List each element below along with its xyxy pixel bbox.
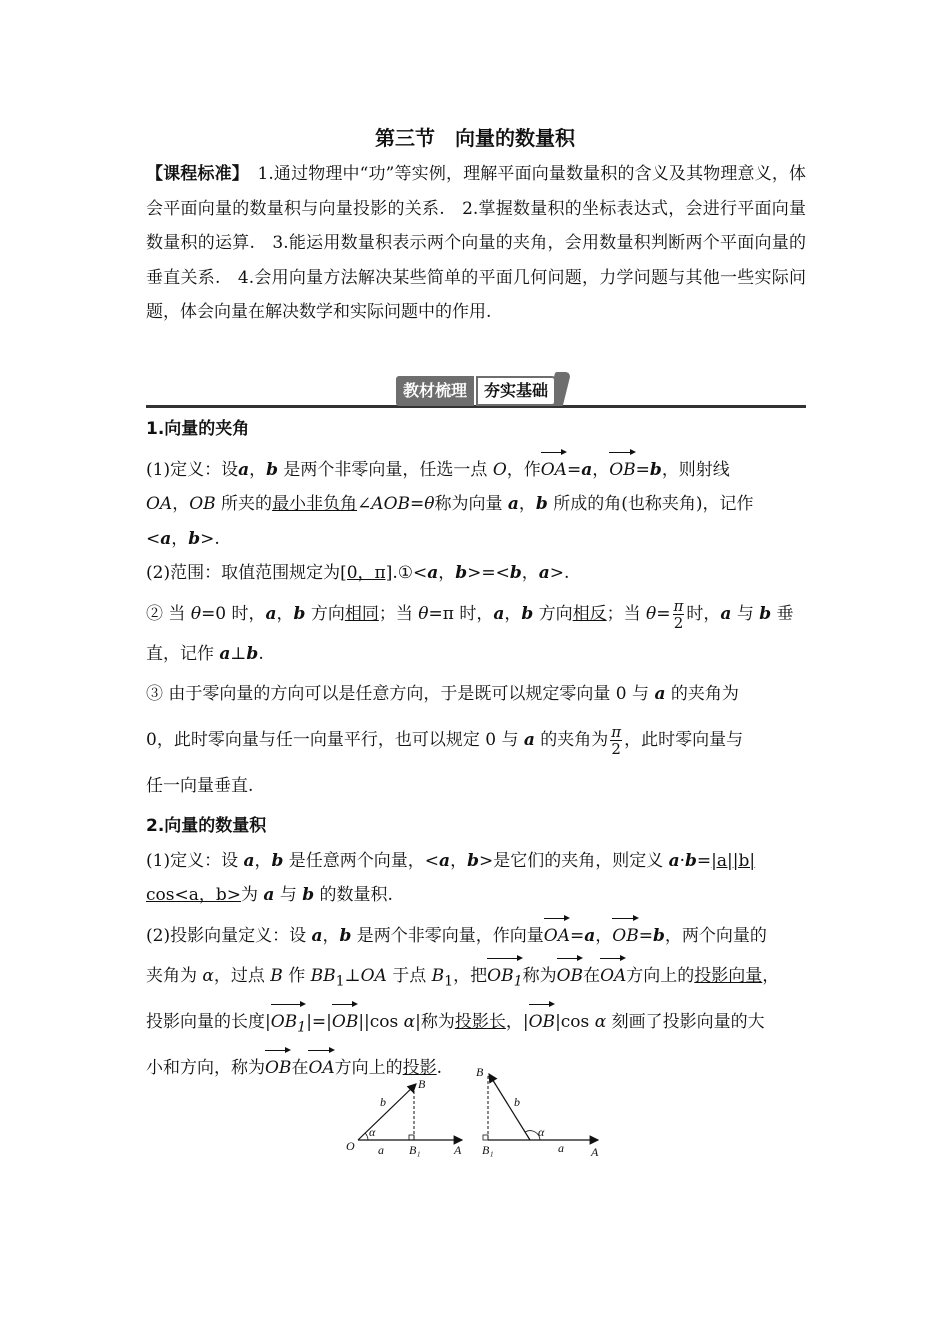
- main-content: [146, 412, 806, 1085]
- label-B-right: B: [476, 1065, 484, 1079]
- vector-OB1: $OB_1$: [487, 953, 522, 999]
- same-direction: 相同: [344, 603, 379, 624]
- section1-item3: ③ 由于零向量的方向可以是任意方向，于是既可以规定零向量 0 与 a 的夹角为 0，此时零向量与任一向量平行，也可以规定 0 与 a 的夹角为 $\frac{\pi}{2}$ ，此时零向量与 任一向量垂直.: [146, 684, 744, 796]
- abs-b: |b|: [732, 850, 756, 871]
- section1-range: (2)范围：取值范围规定为[0，π].①<a，b>=<b，a>.: [146, 563, 570, 583]
- course-standard-tag: 【课程标准】: [146, 164, 241, 184]
- section2-projection: (2)投影向量定义：设 a，b 是两个非零向量，作向量OA=a，OB=b，两个向量的 夹角为 α，过点 B 作 $BB_1\perp OA$ 于点 $B_1$，把$OB_1$称为OB在OA方向上的投影向量， 投影向量的长度$|OB_1|=|OB||\cos$ α|称为投影长，|OB|cos α 刻画了投影向量的大 小和方向，称为OB在OA方向上的投影.: [146, 913, 806, 1086]
- figure-right: [476, 1065, 599, 1159]
- section-band: [146, 370, 806, 410]
- range-value: [0，π]: [340, 563, 393, 583]
- vector-OB: OB: [609, 447, 635, 488]
- label-B: B: [418, 1077, 426, 1091]
- cos-ab: cos<a，b>: [146, 885, 241, 905]
- label-b: b: [380, 1095, 386, 1109]
- section1-item2: ② 当 θ=0 时，a，b 方向相同；当 θ=π 时，a，b 方向相反；当 θ= $\frac{\pi}{2}$ 时，a 与 b 垂: [146, 596, 794, 632]
- projection-term: 投影: [402, 1057, 437, 1078]
- band-label-left: 教材梳理: [396, 376, 474, 406]
- label-a: a: [378, 1143, 384, 1157]
- label-O: O: [346, 1139, 355, 1153]
- label-alpha-right: α: [538, 1125, 545, 1139]
- figure-left: [346, 1077, 462, 1157]
- label-alpha: α: [369, 1125, 376, 1139]
- projection-figure: [330, 1057, 620, 1170]
- underline-min-angle: 最小非负角: [272, 494, 358, 514]
- label-A: A: [454, 1143, 462, 1157]
- label-B1: B₁: [409, 1143, 421, 1157]
- course-standard-text: 1.通过物理中“功”等实例，理解平面向量数量积的含义及其物理意义，体会平面向量的数量积与向量投影的关系. 2.掌握数量积的坐标表达式，会进行平面向量数量积的运算. 3.能运用数量积表示两个向量的夹角，会用数量积判断两个平面向量的垂直关系. 4.会用向量方法解决某些简单的平面几何问题，力学问题与其他一些实际问题，体会向量在解决数学和实际问题中的作用.: [146, 164, 806, 322]
- section2-heading: 2.向量的数量积: [146, 816, 267, 836]
- label-b-right: b: [514, 1095, 520, 1109]
- label-A-right: A: [591, 1145, 599, 1159]
- fraction-pi-over-2-b: $\frac{\pi}{2}$: [611, 723, 622, 758]
- projection-vector-term: 投影向量: [694, 966, 763, 986]
- projection-length-term: 投影长: [454, 1011, 506, 1032]
- label-a-right: a: [558, 1141, 564, 1155]
- section2-definition: (1)定义：设 a，b 是任意两个向量，<a，b>是它们的夹角，则定义 a·b=|a||b| cos<a，b>为 a 与 b 的数量积.: [146, 850, 756, 905]
- vector-OA: OA: [541, 447, 567, 488]
- section1-heading: 1.向量的夹角: [146, 419, 250, 439]
- angle-expr: ∠AOB=θ: [357, 494, 435, 514]
- section1-definition: (1)定义：设a，b 是两个非零向量，任选一点 O，作OA=a，OB=b，则射线 OA，OB 所夹的最小非负角∠AOB=θ称为向量 a，b 所成的角(也称夹角)，记作 <a，b>.: [146, 447, 806, 557]
- page-title: 第三节 向量的数量积: [375, 126, 575, 150]
- section1-item2-cont: 直，记作 a⊥b.: [146, 643, 264, 664]
- label-B1-right: B₁: [482, 1143, 494, 1157]
- course-standard: [146, 157, 806, 330]
- abs-a: |a|: [711, 850, 733, 871]
- band-label-right: 夯实基础: [476, 376, 556, 406]
- opposite-direction: 相反: [572, 603, 607, 624]
- fraction-pi-over-2: $\frac{\pi}{2}$: [673, 596, 684, 632]
